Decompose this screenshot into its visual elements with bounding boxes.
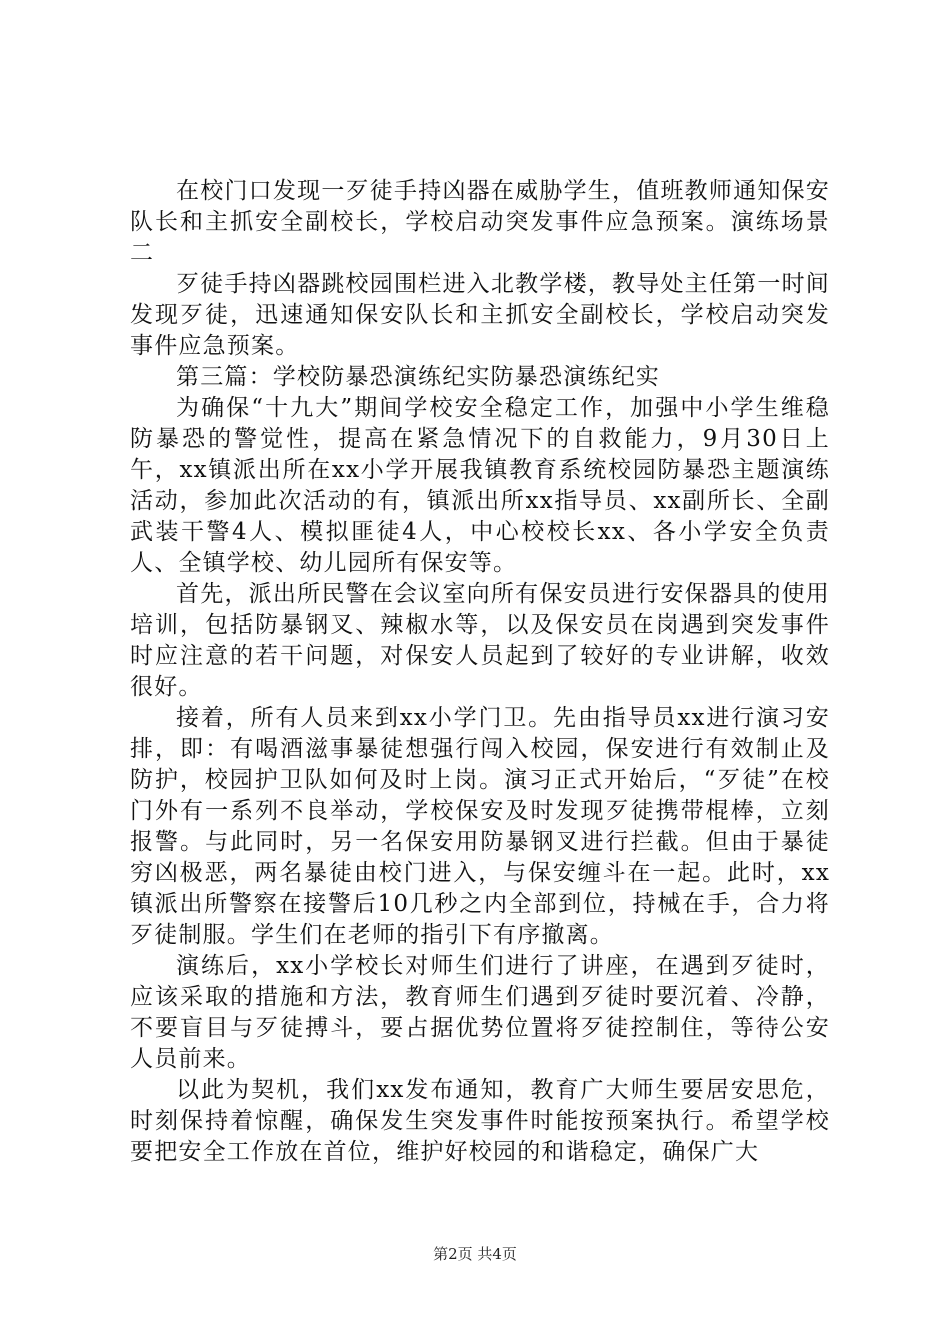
section-heading: 第三篇：学校防暴恐演练纪实防暴恐演练纪实 — [176, 364, 660, 390]
paragraph-training: 首先，派出所民警在会议室向所有保安员进行安保器具的使用培训，包括防暴钢叉、辣椒水等，以及保安员在岗遇到突发事件时应注意的若干问题，对保安人员起到了较好的专业讲解，收效很好。 — [130, 581, 830, 700]
paragraph-conclusion: 以此为契机，我们xx发布通知，教育广大师生要居安思危，时刻保持着惊醒，确保发生突发事件时能按预案执行。希望学校要把安全工作放在首位，维护好校园的和谐稳定，确保广大 — [130, 1077, 830, 1165]
paragraph-scenario-one: 在校门口发现一歹徒手持凶器在威胁学生，值班教师通知保安队长和主抓安全副校长，学校启动突发事件应急预案。演练场景二 — [130, 178, 830, 266]
paragraph-drill: 接着，所有人员来到xx小学门卫。先由指导员xx进行演习安排，即：有喝酒滋事暴徒想强行闯入校园，保安进行有效制止及防护，校园护卫队如何及时上岗。演习正式开始后，“歹徒”在校门外有一系列不良举动，学校保安及时发现歹徒携带棍棒，立刻报警。与此同时，另一名保安用防暴钢叉进行拦截。但由于暴徒穷凶极恶，两名暴徒由校门进入，与保安缠斗在一起。此时，xx镇派出所警察在接警后10几秒之内全部到位，持械在手，合力将歹徒制服。学生们在老师的指引下有序撤离。 — [130, 705, 830, 948]
paragraph-lecture: 演练后，xx小学校长对师生们进行了讲座，在遇到歹徒时，应该采取的措施和方法，教育师生们遇到歹徒时要沉着、冷静，不要盲目与歹徒搏斗，要占据优势位置将歹徒控制住，等待公安人员前来。 — [130, 953, 830, 1072]
paragraph-intro: 为确保“十九大”期间学校安全稳定工作，加强中小学生维稳防暴恐的警觉性，提高在紧急情况下的自救能力，9月30日上午，xx镇派出所在xx小学开展我镇教育系统校园防暴恐主题演练活动，参加此次活动的有，镇派出所xx指导员、xx副所长、全副武装干警4人、模拟匪徒4人，中心校校长xx、各小学安全负责人、全镇学校、幼儿园所有保安等。 — [130, 395, 830, 576]
document-body — [130, 176, 830, 1168]
paragraph-scenario-two: 歹徒手持凶器跳校园围栏进入北教学楼，教导处主任第一时间发现歹徒，迅速通知保安队长和主抓安全副校长，学校启动突发事件应急预案。 — [130, 271, 830, 359]
page-footer: 第2页 共4页 — [433, 1245, 517, 1263]
